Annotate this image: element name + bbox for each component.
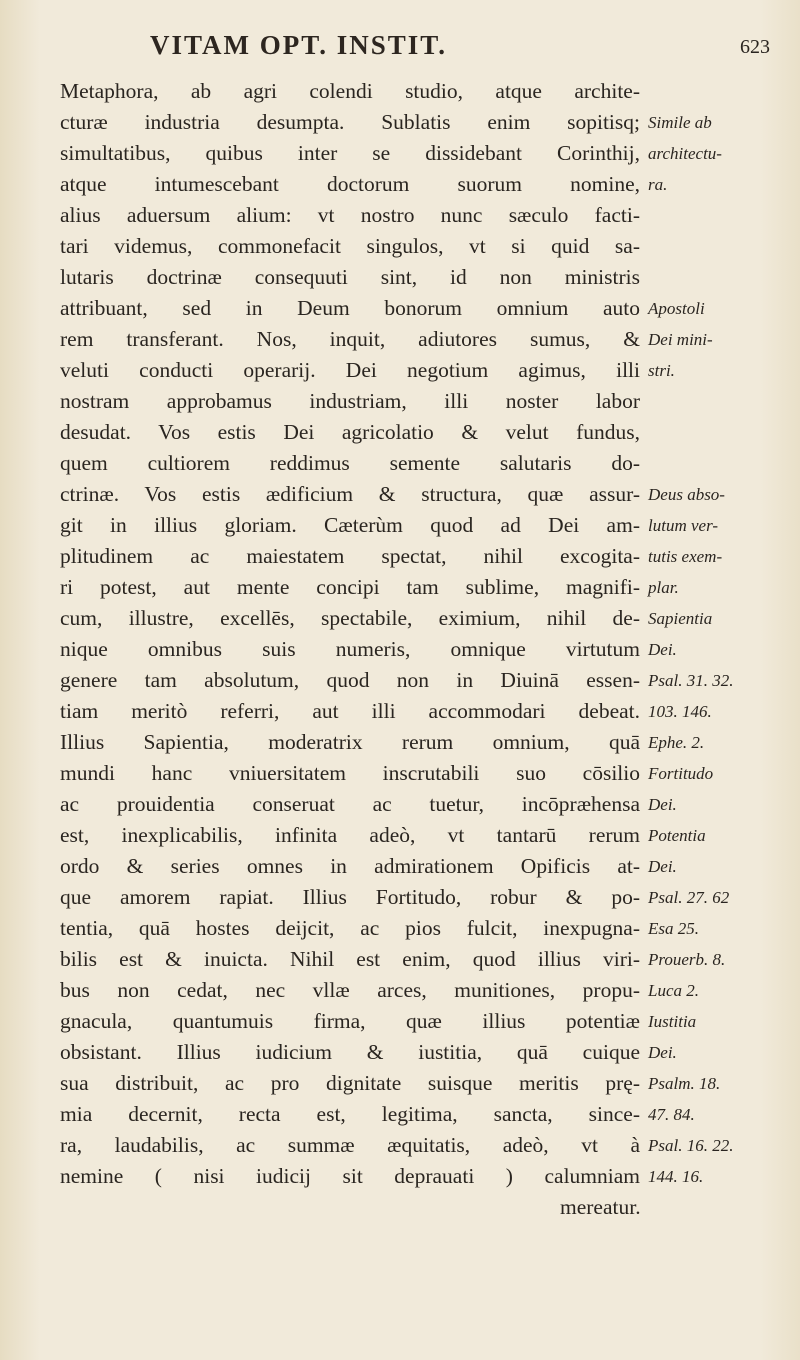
marginal-note: Psal. 16. 22.	[648, 1136, 734, 1155]
text-line	[60, 386, 800, 417]
body-text: ordo & series omnes in admirationem Opificis at-	[60, 854, 640, 878]
marginal-note: Dei mini-	[648, 330, 713, 349]
marginal-note: 47. 84.	[648, 1105, 695, 1124]
marginal-note: plar.	[648, 578, 679, 597]
body-text: tiam meritò referri, aut illi accommodari debeat.	[60, 699, 640, 723]
marginal-note: tutis exem-	[648, 547, 723, 566]
marginal-note: Potentia	[648, 826, 706, 845]
body-text: ri potest, aut mente concipi tam sublime, magnifi-	[60, 575, 640, 599]
body-text: nostram approbamus industriam, illi noster labor	[60, 389, 640, 413]
marginal-note: Deus abso-	[648, 485, 725, 504]
body-text: est, inexplicabilis, infinita adeò, vt tantarū rerum	[60, 823, 640, 847]
closing-word: mereatur.	[560, 1195, 641, 1219]
text-body	[60, 76, 800, 1223]
text-line	[60, 975, 800, 1006]
body-text: obsistant. Illius iudicium & iustitia, quā cuique	[60, 1040, 640, 1064]
text-line	[60, 789, 800, 820]
body-text: cturæ industria desumpta. Sublatis enim sopitisq;	[60, 110, 640, 134]
text-line	[60, 1006, 800, 1037]
body-text: lutaris doctrinæ consequuti sint, id non ministris	[60, 265, 640, 289]
closing-line	[60, 1192, 800, 1223]
marginal-note: Luca 2.	[648, 981, 699, 1000]
text-line	[60, 138, 800, 169]
text-line	[60, 76, 800, 107]
marginal-note: Fortitudo	[648, 764, 714, 783]
running-title: VITAM OPT. INSTIT.	[150, 30, 448, 60]
body-text: rem transferant. Nos, inquit, adiutores sumus, &	[60, 327, 640, 351]
body-text: mia decernit, recta est, legitima, sancta, since-	[60, 1102, 640, 1126]
body-text: Metaphora, ab agri colendi studio, atque archite-	[60, 79, 640, 103]
body-text: cum, illustre, excellēs, spectabile, eximium, nihil de-	[60, 606, 640, 630]
text-line	[60, 727, 800, 758]
body-text: gnacula, quantumuis firma, quæ illius potentiæ	[60, 1009, 640, 1033]
body-text: simultatibus, quibus inter se dissidebant Corinthij,	[60, 141, 640, 165]
body-text: ra, laudabilis, ac summæ æquitatis, adeò, vt à	[60, 1133, 640, 1157]
body-text: git in illius gloriam. Cæterùm quod ad Dei am-	[60, 513, 640, 537]
body-text: genere tam absolutum, quod non in Diuinā essen-	[60, 668, 640, 692]
text-line	[60, 820, 800, 851]
body-text: nique omnibus suis numeris, omnique virtutum	[60, 637, 640, 661]
text-line	[60, 231, 800, 262]
body-text: desudat. Vos estis Dei agricolatio & velut fundus,	[60, 420, 640, 444]
text-line	[60, 1068, 800, 1099]
page-number: 623	[740, 36, 770, 58]
text-line	[60, 1099, 800, 1130]
marginal-note: architectu-	[648, 144, 722, 163]
text-line	[60, 758, 800, 789]
body-text: ac prouidentia conseruat ac tuetur, incōpræhensa	[60, 792, 640, 816]
marginal-note: ra.	[648, 175, 668, 194]
text-line	[60, 169, 800, 200]
marginal-note: Iustitia	[648, 1012, 697, 1031]
text-line	[60, 293, 800, 324]
body-text: atque intumescebant doctorum suorum nomine,	[60, 172, 640, 196]
text-line	[60, 1037, 800, 1068]
body-text: quem cultiorem reddimus semente salutaris do-	[60, 451, 640, 475]
body-text: alius aduersum alium: vt nostro nunc sæculo facti-	[60, 203, 640, 227]
marginal-note: 144. 16.	[648, 1167, 704, 1186]
body-text: nemine ( nisi iudicij sit deprauati ) calumniam	[60, 1164, 640, 1188]
marginal-note: Psalm. 18.	[648, 1074, 721, 1093]
text-line	[60, 851, 800, 882]
text-line	[60, 696, 800, 727]
text-line	[60, 510, 800, 541]
text-line	[60, 882, 800, 913]
text-line	[60, 107, 800, 138]
body-text: attribuant, sed in Deum bonorum omnium auto	[60, 296, 640, 320]
body-text: bus non cedat, nec vllæ arces, munitiones, propu-	[60, 978, 640, 1002]
body-text: bilis est & inuicta. Nihil est enim, quod illius viri-	[60, 947, 640, 971]
text-line	[60, 355, 800, 386]
text-line	[60, 200, 800, 231]
marginal-note: Apostoli	[648, 299, 705, 318]
text-line	[60, 665, 800, 696]
body-text: mundi hanc vniuersitatem inscrutabili suo cōsilio	[60, 761, 640, 785]
text-line	[60, 479, 800, 510]
text-line	[60, 1130, 800, 1161]
text-line	[60, 541, 800, 572]
marginal-note: Ephe. 2.	[648, 733, 705, 752]
text-line	[60, 448, 800, 479]
text-line	[60, 1161, 800, 1192]
marginal-note: Esa 25.	[648, 919, 699, 938]
marginal-note: lutum ver-	[648, 516, 719, 535]
marginal-note: Dei.	[648, 640, 677, 659]
text-line	[60, 634, 800, 665]
text-line	[60, 603, 800, 634]
text-line	[60, 262, 800, 293]
text-line	[60, 944, 800, 975]
marginal-note: Sapientia	[648, 609, 713, 628]
body-text: plitudinem ac maiestatem spectat, nihil excogita-	[60, 544, 640, 568]
marginal-note: stri.	[648, 361, 675, 380]
text-line	[60, 417, 800, 448]
body-text: veluti conducti operarij. Dei negotium agimus, illi	[60, 358, 640, 382]
text-line	[60, 324, 800, 355]
marginal-note: Psal. 31. 32.	[648, 671, 734, 690]
marginal-note: Simile ab	[648, 113, 712, 132]
text-line	[60, 913, 800, 944]
body-text: tentia, quā hostes deijcit, ac pios fulcit, inexpugna-	[60, 916, 640, 940]
body-text: sua distribuit, ac pro dignitate suisque meritis prę-	[60, 1071, 640, 1095]
marginal-note: Dei.	[648, 795, 677, 814]
body-text: Illius Sapientia, moderatrix rerum omnium, quā	[60, 730, 640, 754]
marginal-note: 103. 146.	[648, 702, 712, 721]
marginal-note: Prouerb. 8.	[648, 950, 726, 969]
body-text: que amorem rapiat. Illius Fortitudo, robur & po-	[60, 885, 640, 909]
text-line	[60, 572, 800, 603]
body-text: ctrinæ. Vos estis ædificium & structura, quæ assur-	[60, 482, 640, 506]
marginal-note: Dei.	[648, 1043, 677, 1062]
page-header	[150, 30, 770, 70]
marginal-note: Psal. 27. 62	[648, 888, 730, 907]
marginal-note: Dei.	[648, 857, 677, 876]
body-text: tari videmus, commonefacit singulos, vt si quid sa-	[60, 234, 640, 258]
